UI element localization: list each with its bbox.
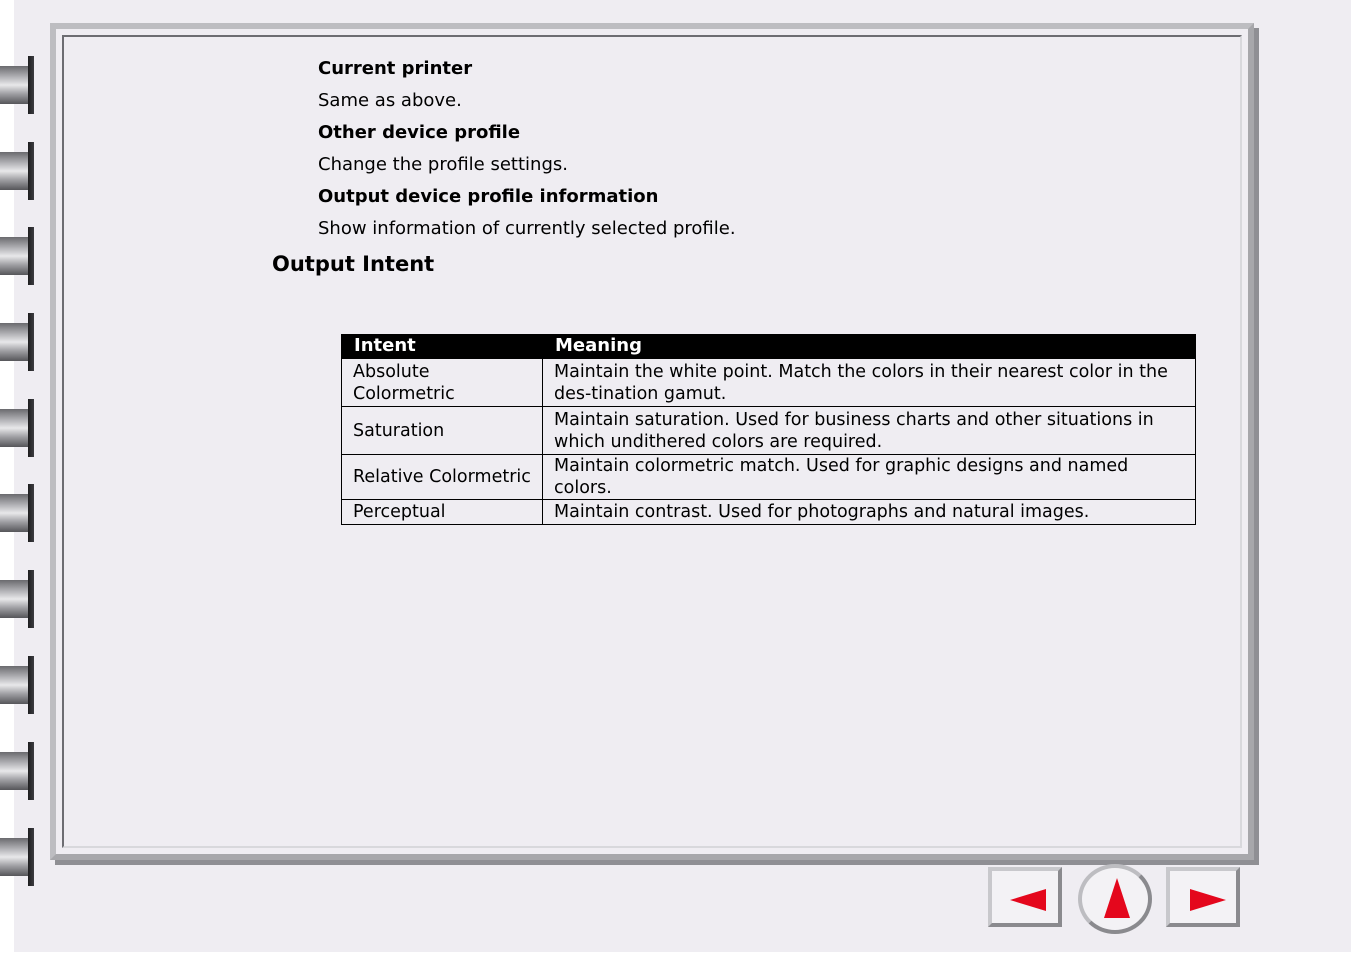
- up-button[interactable]: [1078, 864, 1152, 934]
- meaning-cell: Maintain the white point. Match the colors in their nearest color in the des-tination gamut.: [543, 359, 1196, 407]
- binder-ring: [0, 570, 34, 628]
- meaning-cell: Maintain colormetric match. Used for graphic designs and named colors.: [543, 455, 1196, 500]
- binder-ring: [0, 742, 34, 800]
- binder-ring: [0, 313, 34, 371]
- desc-output-device-profile-information: Show information of currently selected profile.: [318, 218, 736, 239]
- desc-current-printer: Same as above.: [318, 90, 462, 111]
- binder-ring: [0, 56, 34, 114]
- intent-cell: Saturation: [342, 407, 543, 455]
- meaning-cell: Maintain saturation. Used for business charts and other situations in which undithered colors are required.: [543, 407, 1196, 455]
- binder-ring: [0, 227, 34, 285]
- table-row: [342, 455, 1196, 500]
- table-row: [342, 500, 1196, 525]
- up-triangle-icon: [1104, 878, 1130, 918]
- term-output-device-profile-information: Output device profile information: [318, 186, 659, 207]
- table-header-row: [342, 334, 1196, 359]
- intent-table: [341, 334, 1196, 525]
- intent-cell: Absolute Colormetric: [342, 359, 543, 407]
- next-page-button[interactable]: [1166, 867, 1240, 927]
- binder-ring: [0, 484, 34, 542]
- left-triangle-icon: [1010, 889, 1046, 911]
- binder-ring: [0, 142, 34, 200]
- right-triangle-icon: [1190, 889, 1226, 911]
- desc-other-device-profile: Change the profile settings.: [318, 154, 568, 175]
- table-row: [342, 359, 1196, 407]
- section-heading: Output Intent: [272, 252, 435, 276]
- meaning-cell: Maintain contrast. Used for photographs and natural images.: [543, 500, 1196, 525]
- intent-cell: Relative Colormetric: [342, 455, 543, 500]
- term-other-device-profile: Other device profile: [318, 122, 521, 143]
- column-header-meaning: Meaning: [543, 334, 1196, 359]
- binder-ring: [0, 399, 34, 457]
- term-current-printer: Current printer: [318, 58, 473, 79]
- binder-ring: [0, 828, 34, 886]
- column-header-intent: Intent: [342, 334, 543, 359]
- table-row: [342, 407, 1196, 455]
- previous-page-button[interactable]: [988, 867, 1062, 927]
- intent-cell: Perceptual: [342, 500, 543, 525]
- binder-ring: [0, 656, 34, 714]
